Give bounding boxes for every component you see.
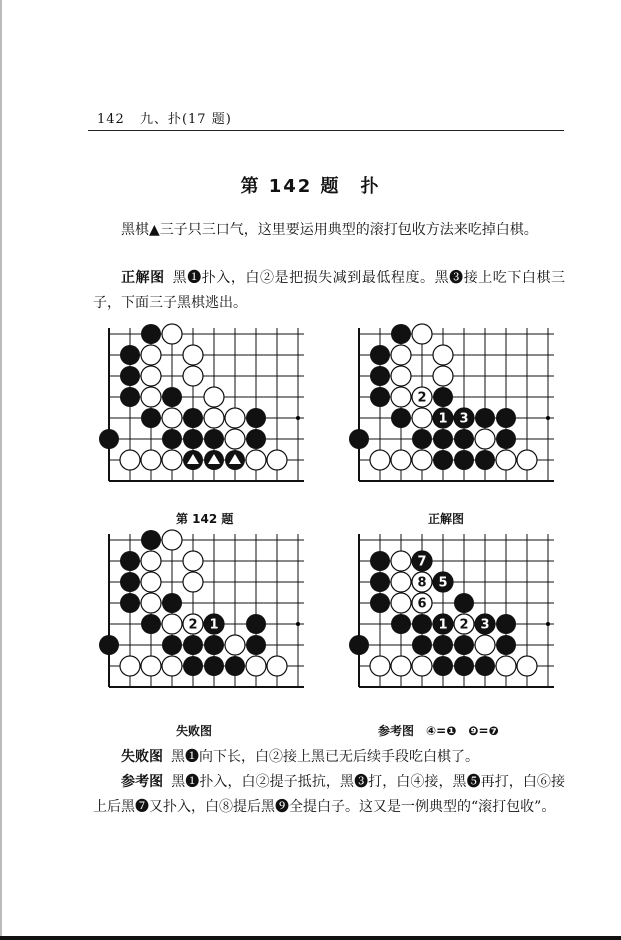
reference-paragraph bbox=[93, 770, 565, 820]
black-stone bbox=[204, 635, 224, 655]
section-title: 九、扑(17 题) bbox=[139, 112, 232, 127]
white-stone bbox=[412, 408, 432, 428]
move-number: 6 bbox=[417, 596, 427, 612]
intro-paragraph: 黑棋▲三子只三口气，这里要运用典型的滚打包收方法来吃掉白棋。 bbox=[121, 222, 538, 238]
black-stone bbox=[433, 635, 453, 655]
white-stone bbox=[267, 656, 287, 676]
correct-text: 黑❶扑入，白②是把损失减到最低程度。黑❸接上吃下白棋三子，下面三子黑棋逃出。 bbox=[93, 270, 565, 311]
board-reference bbox=[352, 534, 552, 704]
black-stone bbox=[120, 551, 140, 571]
black-stone bbox=[162, 429, 182, 449]
black-stone bbox=[349, 429, 369, 449]
black-stone bbox=[246, 614, 266, 634]
black-stone bbox=[141, 614, 161, 634]
white-stone bbox=[162, 408, 182, 428]
white-stone bbox=[183, 345, 203, 365]
board-correct bbox=[352, 328, 552, 498]
white-stone bbox=[475, 429, 495, 449]
black-stone bbox=[141, 408, 161, 428]
reference-text: 黑❶扑入，白②提子抵抗，黑❸打，白④接，黑❺再打，白⑥接上后黑❼又扑入，白⑧提后黑❾全提白子。这又是一例典型的“滚打包收”。 bbox=[93, 774, 566, 815]
fail-paragraph bbox=[93, 745, 565, 770]
black-stone bbox=[225, 656, 245, 676]
black-stone bbox=[454, 593, 474, 613]
white-stone bbox=[204, 387, 224, 407]
black-stone bbox=[370, 366, 390, 386]
caption-correct: 正解图 bbox=[428, 512, 465, 526]
white-stone bbox=[162, 530, 182, 550]
black-stone bbox=[183, 635, 203, 655]
black-stone bbox=[99, 429, 119, 449]
black-stone bbox=[162, 387, 182, 407]
white-stone bbox=[412, 324, 432, 344]
black-stone bbox=[246, 408, 266, 428]
white-stone bbox=[141, 387, 161, 407]
white-stone bbox=[475, 635, 495, 655]
white-stone bbox=[162, 656, 182, 676]
black-stone bbox=[412, 614, 432, 634]
black-stone bbox=[162, 593, 182, 613]
black-stone bbox=[412, 635, 432, 655]
white-stone bbox=[120, 450, 140, 470]
black-stone bbox=[183, 429, 203, 449]
black-stone bbox=[120, 593, 140, 613]
move-number: 1 bbox=[438, 617, 448, 633]
white-stone bbox=[183, 551, 203, 571]
white-stone bbox=[183, 366, 203, 386]
white-stone bbox=[204, 408, 224, 428]
black-stone bbox=[349, 635, 369, 655]
white-stone bbox=[496, 450, 516, 470]
page-edge bbox=[0, 0, 2, 940]
fail-text: 黑❶向下长，白②接上黑已无后续手段吃白棋了。 bbox=[171, 749, 479, 765]
black-stone bbox=[391, 408, 411, 428]
white-stone bbox=[162, 324, 182, 344]
problem-title: 第 142 题 扑 bbox=[240, 176, 381, 197]
page-bottom-edge bbox=[0, 936, 621, 940]
black-stone bbox=[183, 408, 203, 428]
black-stone bbox=[391, 614, 411, 634]
white-stone bbox=[162, 450, 182, 470]
white-stone bbox=[141, 593, 161, 613]
black-stone bbox=[204, 656, 224, 676]
board-problem bbox=[102, 328, 302, 498]
white-stone bbox=[162, 614, 182, 634]
black-stone bbox=[120, 387, 140, 407]
black-stone bbox=[475, 408, 495, 428]
white-stone bbox=[391, 345, 411, 365]
white-stone bbox=[225, 635, 245, 655]
white-stone bbox=[412, 656, 432, 676]
black-stone bbox=[475, 450, 495, 470]
white-stone bbox=[391, 387, 411, 407]
page-number: 142 bbox=[97, 112, 125, 127]
white-stone bbox=[391, 450, 411, 470]
correct-label: 正解图 bbox=[121, 270, 165, 286]
move-number: 1 bbox=[438, 411, 448, 427]
black-stone bbox=[433, 450, 453, 470]
black-stone bbox=[496, 614, 516, 634]
move-number: 3 bbox=[480, 617, 490, 633]
move-number: 2 bbox=[459, 617, 469, 633]
board-fail bbox=[102, 534, 302, 704]
black-stone bbox=[475, 656, 495, 676]
white-stone bbox=[517, 450, 537, 470]
black-stone bbox=[162, 635, 182, 655]
star-point bbox=[546, 416, 550, 420]
white-stone bbox=[141, 551, 161, 571]
reference-label: 参考图 bbox=[121, 774, 164, 790]
black-stone bbox=[246, 429, 266, 449]
move-number: 1 bbox=[209, 617, 219, 633]
white-stone bbox=[370, 656, 390, 676]
white-stone bbox=[141, 345, 161, 365]
white-stone bbox=[391, 572, 411, 592]
move-number: 5 bbox=[438, 575, 448, 591]
black-stone bbox=[141, 324, 161, 344]
move-number: 2 bbox=[188, 617, 198, 633]
white-stone bbox=[433, 345, 453, 365]
white-stone bbox=[225, 408, 245, 428]
white-stone bbox=[246, 450, 266, 470]
white-stone bbox=[391, 366, 411, 386]
white-stone bbox=[412, 450, 432, 470]
caption-fail: 失败图 bbox=[176, 724, 213, 738]
move-number: 7 bbox=[417, 554, 427, 570]
star-point bbox=[296, 622, 300, 626]
black-stone bbox=[433, 656, 453, 676]
white-stone bbox=[517, 656, 537, 676]
white-stone bbox=[225, 429, 245, 449]
header-rule bbox=[88, 130, 564, 131]
white-stone bbox=[183, 572, 203, 592]
black-stone bbox=[99, 635, 119, 655]
black-stone bbox=[496, 635, 516, 655]
caption-reference: 参考图 ④=❶ ❾=❼ bbox=[378, 724, 499, 738]
black-stone bbox=[370, 387, 390, 407]
black-stone bbox=[370, 551, 390, 571]
star-point bbox=[546, 622, 550, 626]
black-stone bbox=[412, 429, 432, 449]
black-stone bbox=[183, 656, 203, 676]
black-stone bbox=[454, 656, 474, 676]
black-stone bbox=[120, 345, 140, 365]
caption-problem: 第 142 题 bbox=[176, 512, 234, 526]
white-stone bbox=[141, 656, 161, 676]
white-stone bbox=[391, 551, 411, 571]
black-stone bbox=[391, 324, 411, 344]
white-stone bbox=[391, 593, 411, 613]
white-stone bbox=[370, 450, 390, 470]
star-point bbox=[296, 416, 300, 420]
black-stone bbox=[141, 530, 161, 550]
black-stone bbox=[246, 635, 266, 655]
white-stone bbox=[433, 366, 453, 386]
move-number: 2 bbox=[417, 390, 427, 406]
black-stone bbox=[433, 429, 453, 449]
white-stone bbox=[141, 450, 161, 470]
running-header bbox=[97, 108, 232, 127]
white-stone bbox=[141, 366, 161, 386]
black-stone bbox=[370, 345, 390, 365]
black-stone bbox=[120, 366, 140, 386]
black-stone bbox=[496, 429, 516, 449]
white-stone bbox=[496, 656, 516, 676]
white-stone bbox=[246, 656, 266, 676]
white-stone bbox=[120, 656, 140, 676]
white-stone bbox=[267, 450, 287, 470]
black-stone bbox=[454, 635, 474, 655]
black-stone bbox=[120, 572, 140, 592]
fail-label: 失败图 bbox=[121, 749, 163, 765]
black-stone bbox=[433, 387, 453, 407]
correct-paragraph bbox=[93, 266, 565, 316]
white-stone bbox=[141, 572, 161, 592]
white-stone bbox=[391, 656, 411, 676]
black-stone bbox=[370, 593, 390, 613]
black-stone bbox=[370, 572, 390, 592]
black-stone bbox=[454, 450, 474, 470]
black-stone bbox=[496, 408, 516, 428]
move-number: 3 bbox=[459, 411, 469, 427]
black-stone bbox=[454, 429, 474, 449]
black-stone bbox=[204, 429, 224, 449]
move-number: 8 bbox=[417, 575, 427, 591]
